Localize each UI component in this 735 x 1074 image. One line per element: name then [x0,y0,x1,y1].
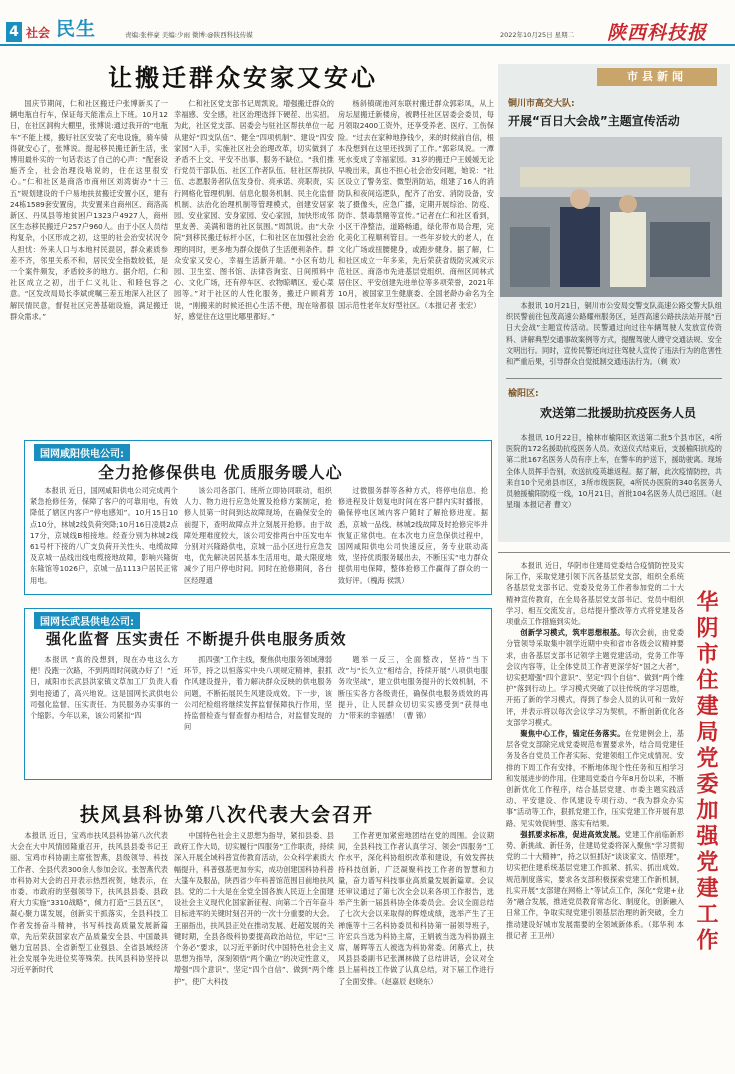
city-news-title: 市县新闻 [597,68,717,86]
sidebar-item1-headline: 开展“百日大会战”主题宣传活动 [508,114,680,128]
main-article-col3: 杨斜镇砚池河东联村搬迁群众郭彩凤，从上房坛屋搬迁新楼房，被聘任社区居委会委员，每月领取2400工资外，还享受养老、医疗、工伤保险。“过去在家种地挣钱少，来的时候前自信，根本没想到在这里还找到了工作。”郭彩凤说。一潭死水变成了幸福家园。31岁的搬迁户王媛媛无论早晚出来，真也不担心社会治安问题，她说：“社区设立了警务室、微型消防站，组建了16人的消防队和夜间巡逻队，配齐了治安、消防设备，安装了摄像头，应急广播，定期开展综治、防疫、防诈、禁毒禁赌等宣传。”记者在仁和社区看到，小区干净整洁，道路畅通，绿化带布局合理，完化美化工程顺利管目。一些年岁较大的老人，在文化广场或扭腰健身，或跑步健身。据了解，仁和社区成立一年多来，先后荣获省级防灾减灾示范社区、商洛市先进基层党组织、商州区同林式居住区、平安创建先进单位等多项荣誉，2021年10月，被国家卫生健康委、全国老龄办命名为全国示范性老年友好型社区。（本报记者 张宏） [338,99,494,310]
huayin-p3-lead: 强抓要求标准，促进高效发展。 [520,829,625,839]
box2-col1: 本报讯 “真的没想到，现在办电这么方便！没跑一次路，不到两周时间就办好了！”近日，咸阳市长武县洪家镇文草加工厂负责人看到电接通了，高兴地说。这是国网长武供电公司强化监督、压实责任、为民服务办实事的一个缩影。今年以来，该公司紧扣“四 [30,655,178,721]
kexie-col2: 中国特色社会主义思想为指导，紧扣县委、县政府工作大局，切实履行“四服务”工作职责，持续深入开展全域科普宣传教育活动，公众科学素质大幅提升，科普强基更加夯实，成功创建国科协科普大篷车及服品，陕西省少年科普馆范围目前地扶风县。党的二十大是在全党全国各族人民迈上全面建设社会主义现代化国家新征程、向第二个百年奋斗目标进军的关键时刻召开的一次十分重要的大会。王丽指出，扶风县正处在推动发展、赶超发展的关键时期，全县各级科协要提高政治站位，牢记“三个务必”要求，以习近平新时代中国特色社会主义思想为指导，深刻领悟“两个确立”的决定性意义，增强“四个意识”、坚定“四个自信”、做到“两个维护”，使广大科技 [174,831,334,986]
box1-company: 国网咸阳供电公司: [34,444,130,461]
box2-headline: 强化监督 压实责任 不断提升供电服务质效 [46,630,347,648]
huayin-p2: 在党建例会上，基层各党支部除完成党委规范布置要求外，结合局党建任务及各自党员工作者实际、党建领组工作完成情况、安排的下周工作有安排，不断地体现个性任务和互相学习和发展进步的作用。住建局党委自今年8月份以来，不断创新优化工作程序，结合基层党建、市委主题实践活动、平安建设、作风建设专项行动、“我为群众办实事”活动等工作，狠抓党建工作，压实党建工作开展有思路、见实效促转型、落实有结果。 [506,729,684,828]
right-article-divider [498,552,730,553]
sidebar-item2-headline: 欢送第二批援助抗疫医务人员 [540,406,697,420]
huayin-article-body [506,560,684,1060]
sidebar-item2-source: 榆阳区: [508,389,539,399]
huayin-p3: 党建工作前临新形势、新挑战、新任务，住建局党委将深入聚焦“学习贯彻党的二十大精神”，持之以恒抓好“谈谈家文、悟原理”，切实把住建系统基层党建工作抓紧、抓实、抓出成效。规范制度落实，要求各支部积极探索党建工作新机制，扎实开展“支部建在网格上”等试点工作，深化“党建+业务”融合发展，推进党员教育常态化、制度化，创新融入日常工作，争取实现党建引领基层治理的新突破，全力推动建设好城市发展需要的全领域新体系。（郑华利 本报记者 王卫州） [506,829,684,940]
issue-date: 2022年10月25日 星期二 [500,31,575,39]
box2-company: 国网长武县供电公司: [34,612,140,629]
editors-line: 责编:张梓豪 美编:少雨 微博:@陕西科技传媒 [125,31,253,39]
huayin-p1-lead: 创新学习模式，筑牢思想根基。 [520,628,625,638]
main-article-col1: 国庆节期间，仁和社区搬迁户张博新买了一辆电瓶自行车，保证每天能准点上下班。10月12日，在社区洞构大棚里，张博说:通过我开的“电瓶车”不能上楼，搬好社区安装了充电设施，骑车骑得就安心了，张博说。提起移民搬迁新生活，张博用最朴实的一句话表达了自己的心声：“配套设施齐全，社会治理没啥说的，住在这里很安心。”仁和社区是商洛市商州区刘湾街办“十三五”规划建设的千户易地扶贫搬迁安置小区，建有24栋1589套安置房，共安置来自商州区、商洛高新区、丹凤县等地贫困户1323户4927人，商州区生态移民搬迁户257户960人。由于小区人员结构复杂，小区形成之初，这里的社会治安状况令人担忧：外来人口与本地村民混居，群众素质参差不齐，邻里关系不和，居民安全指数较低，是一个案件频发，矛盾较多的地方。据介绍，仁和社区成立之初，出于仁义礼让、和睦包容之意。“区发改局局长李斌虎嘱三差五地深入社区了解民情民意，督促社区完善基础设施，满足搬迁群众需求。” [10,99,168,321]
huayin-intro: 本报讯 近日，华阴市住建局党委结合疫情防控及实际工作，采取党建引领下沉各基层党支部，组织全系统各基层党支部书记、党委及党务工作者参加党的二十大精神宣传教育，在全局各基层党支部书记、党员中组织学习、相互交流发言，总结提升整改等方式将党建及各项重点工作措施到实处。 [506,561,684,627]
page-number: 4 [6,22,22,42]
sidebar-item2-body: 本报讯 10月22日，榆林市榆阳区欢送第二批5个县市区，4所医院的172名援助抗疫医务人员。欢送仪式结束后，支援榆阳抗疫的第二批167名医务人员有序上车，在警车的护送下，援助驶离。现场全体人员挥手告别，欢送抗疫英雄返程。据了解，此次疫情防控，共来自10个兄弟县市区，3所市级医院，4所民办医院的340名医务人员驰援榆阳防疫一线，10月21日，首批104名医务人员已返回。（赵星瑞 本报记者 曹文） [506,433,722,510]
newspaper-brand: 陕西科技报 [607,22,708,44]
section-label: 社会 [26,26,51,40]
sidebar-divider [506,378,722,379]
box1-col3: 过微服务群等各种方式，将停电信息、抢修进程及计划复电时间在客户群内实时播报，确保停电区域内客户随时了解抢修进度。据悉，京城一品线、林城2线故障及时抢修完毕并恢复正常供电。在本次电力应急保供过程中，国网咸阳供电公司快速反应，务专业联动高效，坚持优质服务暖出去，不断压实“电力群众提供用电保障，整体抢修工作赢得了群众的一致好评。（槐海 侯凯） [338,486,488,585]
huayin-p1: 每次会前，由党委分管领导采取集中领学近期中央和省市各级会议精神要求，由各基层支部书记领学主题党建活动，党务工作等会议内容等，让全体党员工作者更深学好“国之大者”，切实把增强“四个意识”、坚定“四个自信”、做到“两个维护”落到行动上。学习模式突破了以往传统的学习思维，开拓了新的学习模式，得到了参会人员的认可和一致好评，并表示将以每次会议学习为契机，不断创新优化各支部学习模式。 [506,628,684,727]
kexie-headline: 扶风县科协第八次代表大会召开 [80,804,375,826]
traffic-police-photo [500,137,722,297]
box2-col2: 抓四强”工作主线，聚焦供电服务领域薄弱环节，持之以恒落实中央八项规定精神，狠抓作风建设提升，着力解决群众反映的供电服务问题，不断拓展民生风建设成效。下一步，该公司纪检组将继续发挥监督保障执行作用，坚持监督检查与督查督办相结合，对监督发现的问 [184,655,332,732]
kexie-col1: 本报讯 近日，宝鸡市扶风县科协第八次代表大会在大中风情园隆重召开，扶风县县委书记王丽、宝鸡市科协副主席张智燕，县级领导、科技工作者、全县代表300余人参加会议。张智燕代表市科协对大会的召开表示热烈祝贺，她表示，在市委、市政府的坚强领导下，扶风县县委、县政府大力实施“3310战略”，倾力打造“三县五区”，凝心聚力谋发展，创新实干抓落实，全县科技工作者发扬奋斗精神，书写科技高质量发展新篇章，先后荣获国家农产品质量安全县、中国最具魅力宜居县、全省新型工业强县、全省县域经济社会发展争先进位奖等殊荣。扶风县科协坚持以习近平新时代 [10,831,168,975]
huayin-vertical-title: 华阴市住建局党委加强党建工作 [693,590,718,954]
main-article-col2: 仁和社区党支部书记周凯说。增强搬迁群众的幸福感、安全感，社区治理选择下硬茬、出实招。为此，社区党支部、居委会与驻社区帮扶单位一起从建好“四支队伍”、健全“四项机制”、建设“四安家园”入手，实施社区社会治理改革，切实做到了矛盾不上交、平安不出事、服务不缺位。“我们推行党员干部队伍、社区工作者队伍、驻社区帮扶队伍、志愿服务者队伍发身份、亮承诺、亮职责，实行网格化管理机制、信息化服务机制、民主化监督机制、法治化治理机制等管理模式，创建安居家园、安业家园、安身家园、安心家园，加快形成邻里友善、美满和谐的社区氛围。”周凯说。由“大杂院”到移民搬迁标杆小区，仁和社区在加强社会治理的同时，更多地为群众提供了生活便利条件。群众安家又安心，幸福生活新开端。“小区有幼儿园、卫生室、图书馆、法律咨询室、日间照料中心、文化广场，还有停车区、衣物晾晒区、爱心菜园等。”对于社区的人性化服务，搬迁户顾莉芳说，“刚搬来的时候还担心生活不便，现在啥都很好，感觉住在这里比哪里都好。” [174,99,334,321]
section-title: 民生 [56,18,97,40]
kexie-col3: 工作者更加紧密地团结在党的周围。会议期间，全县科技工作者认真学习、领会“四服务”工作水平，深化科协组织改革和建设，有效发挥扶持科技创新，广泛凝聚科技工作者的智慧和力量，奋力谱写科技事业高质量发展新篇章。会议还审议通过了第七次全会以来各项工作报告，选举产生新一届县科协全体委员会。会议全面总结了七次大会以来取得的辉煌成绩，选举产生了王禅施等十三名科协委员和科协第一届领导班子，许宏兵当选为科协主席，王娟被当选为科协副主席，屠晖等五人被选为科协常委。闭幕式上，扶风县县委副书记张渊林做了总结讲话，会议对全县上届科技工作做了认真总结，对下届工作进行了全面安排。（赵嘉辰 赵晓东） [338,831,494,986]
sidebar-item1-body: 本报讯 10月21日，铜川市公安局交警支队高速公路交警大队组织民警前往包茂高速公路耀州服务区，延西高速公路扶法站开展“百日大会战”主题宣传活动。民警通过向过往车辆驾驶人发放宣传资料、讲解典型交通事故案例等方式，提醒驾驶人遵守交通法规、安全文明出行。同时，宣传民警还向过往驾驶人宣传了违法行为的危害性和严重后果，引导群众自觉抵制交通违法行为。（剃 欢） [506,301,722,367]
main-headline: 让搬迁群众安家又安心 [108,64,378,92]
box1-col2: 该公司各部门、班所立即协同联动，组织人力、物力进行应急处置及抢修方案制定，抢修人员第一时间到达故障现场，在确保安全的前提下，查明故障点并立刻展开抢修。由于故障处理难度较大，该公司安排两台中压发电车分别对兴隆路供电，京城一品小区进行应急发电，优先解决居民基本生活用电，最大限度地减少了用户停电时间。同时在抢修期间，各台区经理通 [184,486,332,585]
huayin-p2-lead: 聚焦中心工作，锚定任务落实。 [520,729,625,739]
box1-col1: 本报讯 近日，国网咸阳供电公司完成两个紧急抢修任务，保障了客户的可靠用电，有效降低了辖区内客户“停电感知”。10月15日10点10分，林城2线负荷突降;10月16日凌晨2点17分，京城线B相接地。经查分别为林城2线61号杆下接的八广支负荷开关性头、电缆故障及京城一品线出线电缆接地故障，影响兴隆街东隆馆等1026户，京城一品1113户居民正常用电。 [30,486,178,585]
box2-col3: 题举一反三，全面整改，坚持“当下改”与“长久立”相结合，持续开展“八项供电服务攻坚战”，建立供电服务提升的长效机制，不断压实各方各级责任，确保供电服务质效的再提升，让人民群众切切实实感受到“获得电力”带来的幸福感！（曹 锦） [338,655,488,721]
header-rule [0,44,735,46]
box1-headline: 全力抢修保供电 优质服务暖人心 [98,463,343,482]
sidebar-item1-source: 铜川市高交大队: [508,99,575,109]
